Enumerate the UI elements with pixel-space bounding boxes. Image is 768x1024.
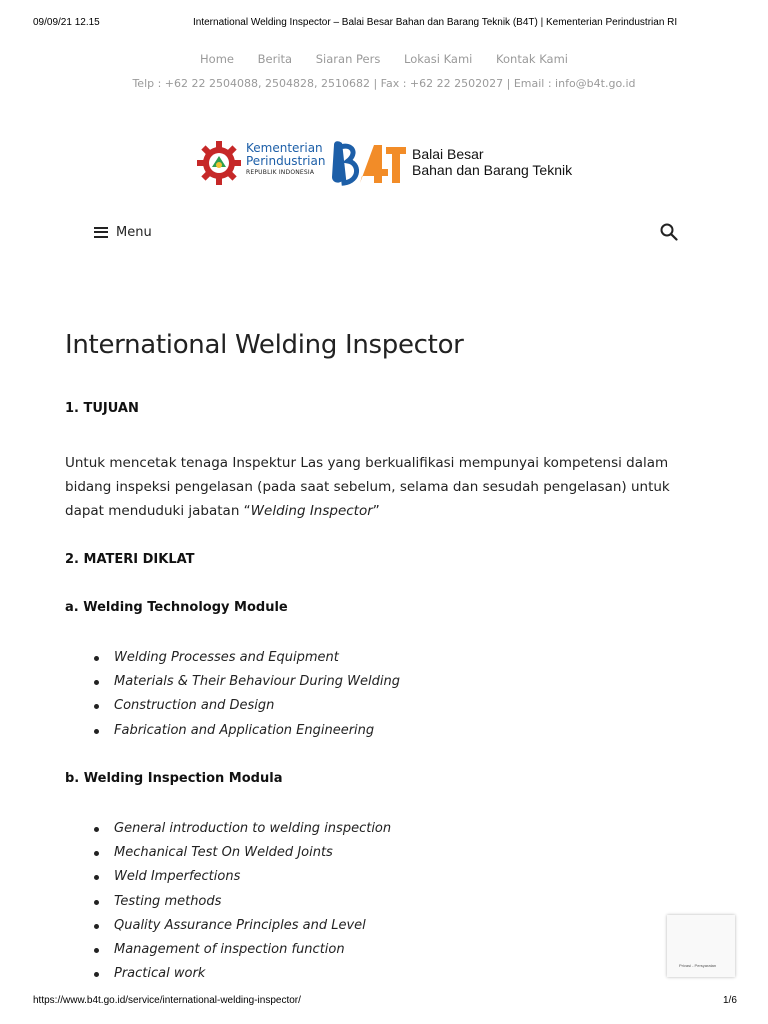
- top-nav: [0, 52, 768, 66]
- republik-indonesia-label: REPUBLIK INDONESIA: [246, 169, 315, 176]
- hamburger-icon: [94, 227, 108, 238]
- list-item: Construction and Design: [94, 694, 400, 718]
- nav-berita-link[interactable]: Berita: [257, 52, 293, 66]
- menu-label: Menu: [116, 224, 152, 240]
- list-item: Practical work: [94, 962, 391, 986]
- print-page-number: 1/6: [723, 995, 737, 1006]
- recaptcha-privacy-text: Privasi - Persyaratan: [679, 963, 717, 968]
- list-item: Fabrication and Application Engineering: [94, 719, 400, 743]
- print-page-title: International Welding Inspector – Balai Besar Bahan dan Barang Teknik (B4T) | Kementerian Perindustrian RI: [193, 17, 678, 28]
- article-header: [65, 330, 715, 360]
- print-url: https://www.b4t.go.id/service/international-welding-inspector/: [33, 995, 301, 1006]
- page-title: International Welding Inspector: [65, 330, 464, 360]
- list-item: Testing methods: [94, 890, 391, 914]
- print-datetime: 09/09/21 12.15: [33, 17, 100, 28]
- tujuan-paragraph: [65, 451, 705, 523]
- nav-home-link[interactable]: Home: [200, 52, 234, 66]
- recaptcha-badge[interactable]: [667, 915, 735, 977]
- list-item: Management of inspection function: [94, 938, 391, 962]
- kementerian-wordmark: [246, 142, 331, 177]
- module-a-list: [94, 646, 400, 743]
- site-logo[interactable]: [196, 138, 576, 188]
- tujuan-text-end: ”: [372, 503, 380, 519]
- balai-besar-label: Balai Besar: [412, 146, 484, 162]
- bahan-barang-teknik-label: Bahan dan Barang Teknik: [412, 162, 573, 178]
- print-footer: [0, 995, 768, 1009]
- nav-lokasi-kami-link[interactable]: Lokasi Kami: [404, 52, 473, 66]
- print-header: [0, 17, 768, 33]
- list-item: Mechanical Test On Welded Joints: [94, 841, 391, 865]
- nav-kontak-kami-link[interactable]: Kontak Kami: [496, 52, 568, 66]
- gear-logo-icon: [196, 140, 242, 186]
- list-item: Quality Assurance Principles and Level: [94, 914, 391, 938]
- kementerian-label: Kementerian: [246, 141, 323, 155]
- list-item: Materials & Their Behaviour During Welding: [94, 670, 400, 694]
- perindustrian-label: Perindustrian: [246, 154, 326, 168]
- list-item: Weld Imperfections: [94, 865, 391, 889]
- tujuan-text: Untuk mencetak tenaga Inspektur Las yang berkualifikasi mempunyai kompetensi dalam bidang inspeksi pengelasan (pada saat sebelum, selama dan sesudah pengelasan) untuk dapat menduduki jabatan “: [65, 455, 670, 519]
- welding-inspector-emphasis: Welding Inspector: [250, 503, 373, 519]
- contact-info: Telp : +62 22 2504088, 2504828, 2510682 | Fax : +62 22 2502027 | Email : info@b4t.go.id: [132, 77, 636, 90]
- balai-besar-wordmark: [412, 146, 572, 178]
- module-b-list: [94, 817, 391, 986]
- list-item: General introduction to welding inspection: [94, 817, 391, 841]
- module-b-heading: b. Welding Inspection Modula: [65, 771, 283, 786]
- section-tujuan-heading: 1. TUJUAN: [65, 401, 139, 416]
- list-item: Welding Processes and Equipment: [94, 646, 400, 670]
- b4t-logo-icon: [330, 139, 408, 187]
- module-a-heading: a. Welding Technology Module: [65, 600, 288, 615]
- search-icon[interactable]: [660, 223, 678, 241]
- menu-button[interactable]: [94, 222, 152, 242]
- section-materi-heading: 2. MATERI DIKLAT: [65, 552, 195, 567]
- nav-siaran-pers-link[interactable]: Siaran Pers: [315, 52, 381, 66]
